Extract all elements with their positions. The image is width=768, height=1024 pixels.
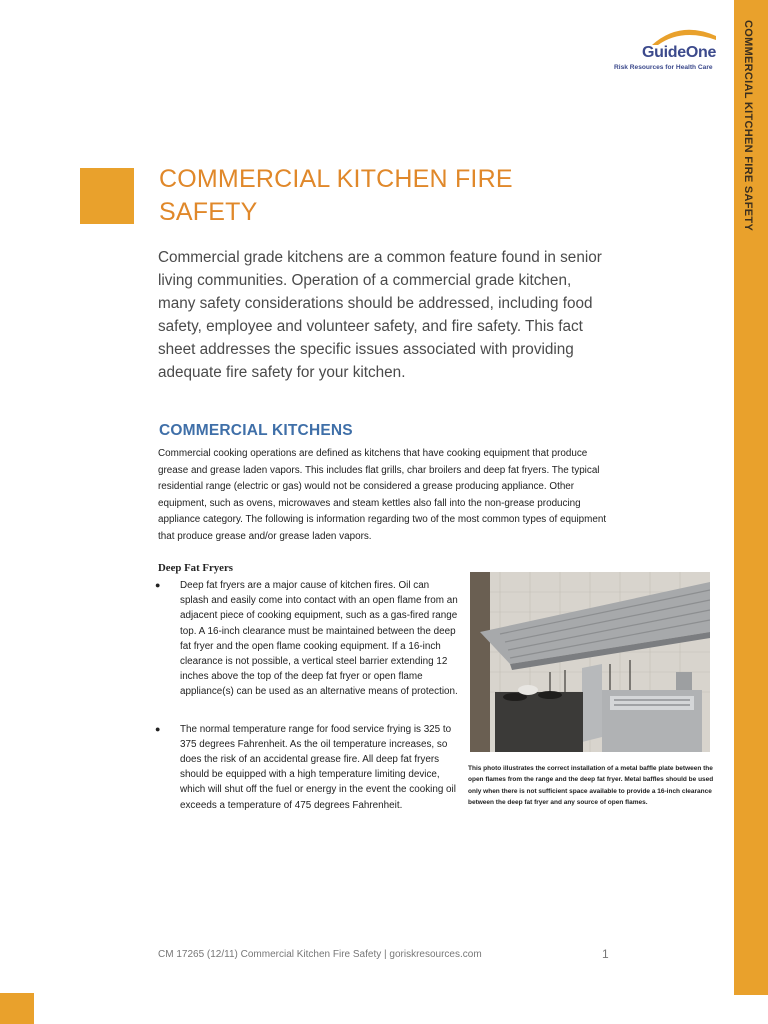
corner-accent-block [0,993,34,1024]
intro-paragraph: Commercial grade kitchens are a common feature found in senior living communities. Operation of a commercial grade kitchen, many safety considerations should be addressed, including food safety, employee and volunteer safety, and fire safety. This fact sheet addresses the specific issues associated with providing adequate fire safety for your kitchen. [158,249,602,381]
logo-swoosh-icon [650,26,720,46]
footer-text: CM 17265 (12/11) Commercial Kitchen Fire Safety | goriskresources.com [158,949,482,960]
logo-name: GuideOne [642,44,717,61]
bullet-list [155,578,460,813]
section-body: Commercial cooking operations are defined as kitchens that have cooking equipment that produce grease and grease laden vapors. This includes flat grills, char broilers and deep fat fryers. The typical residential range (electric or gas) would not be considered a grease producing appliance. Other equipment, such as ovens, microwaves and steam kettles also fall into the non-grease producing appliance category. The following is information regarding two of the most common types of equipment that produce grease and/or grease laden vapors. [158,448,607,542]
kitchen-photo [470,572,710,752]
title-accent-block [80,168,134,224]
side-label: COMMERCIAL KITCHEN FIRE SAFETY [742,20,754,232]
bullet-icon: ● [155,723,161,734]
list-item [155,722,460,813]
page-footer [158,949,613,963]
subsection-heading: Deep Fat Fryers [158,562,233,574]
page-number: 1 [602,947,609,961]
section-heading: COMMERCIAL KITCHENS [159,422,353,439]
page-title: COMMERCIAL KITCHEN FIRE SAFETY [159,165,513,226]
kitchen-hood-illustration [470,572,710,752]
bullet-text: Deep fat fryers are a major cause of kitchen fires. Oil can splash and easily come into contact with an open flame from an adjacent piece of cooking equipment, such as a gas-fired range top. A 16-inch clearance must be maintained between the deep fat fryer and the open flame cooking equipment. If a 16-inch clearance is not possible, a vertical steel barrier extending 12 inches above the top of the deep fat fryer or open flame appliance(s) can be used as an alternative means of protection. [180,580,458,698]
photo-caption: This photo illustrates the correct installation of a metal baffle plate between the open flames from the range and the deep fat fryer. Metal baffles should be used only when there is not sufficient space available to provide a 16-inch clearance between the deep fat fryer and any source of open flames. [468,765,714,807]
list-item [155,578,460,700]
bullet-text: The normal temperature range for food service frying is 325 to 375 degrees Fahrenheit. As the oil temperature increases, so does the risk of an accidental grease fire. All deep fat fryers should be equipped with a high temperature limiting device, which will shut off the fuel or energy in the event the cooking oil exceeds a temperature of 475 degrees Fahrenheit. [180,723,456,811]
bullet-icon: ● [155,580,161,590]
logo-tagline: Risk Resources for Health Care [614,64,713,71]
guideone-logo [612,26,722,72]
